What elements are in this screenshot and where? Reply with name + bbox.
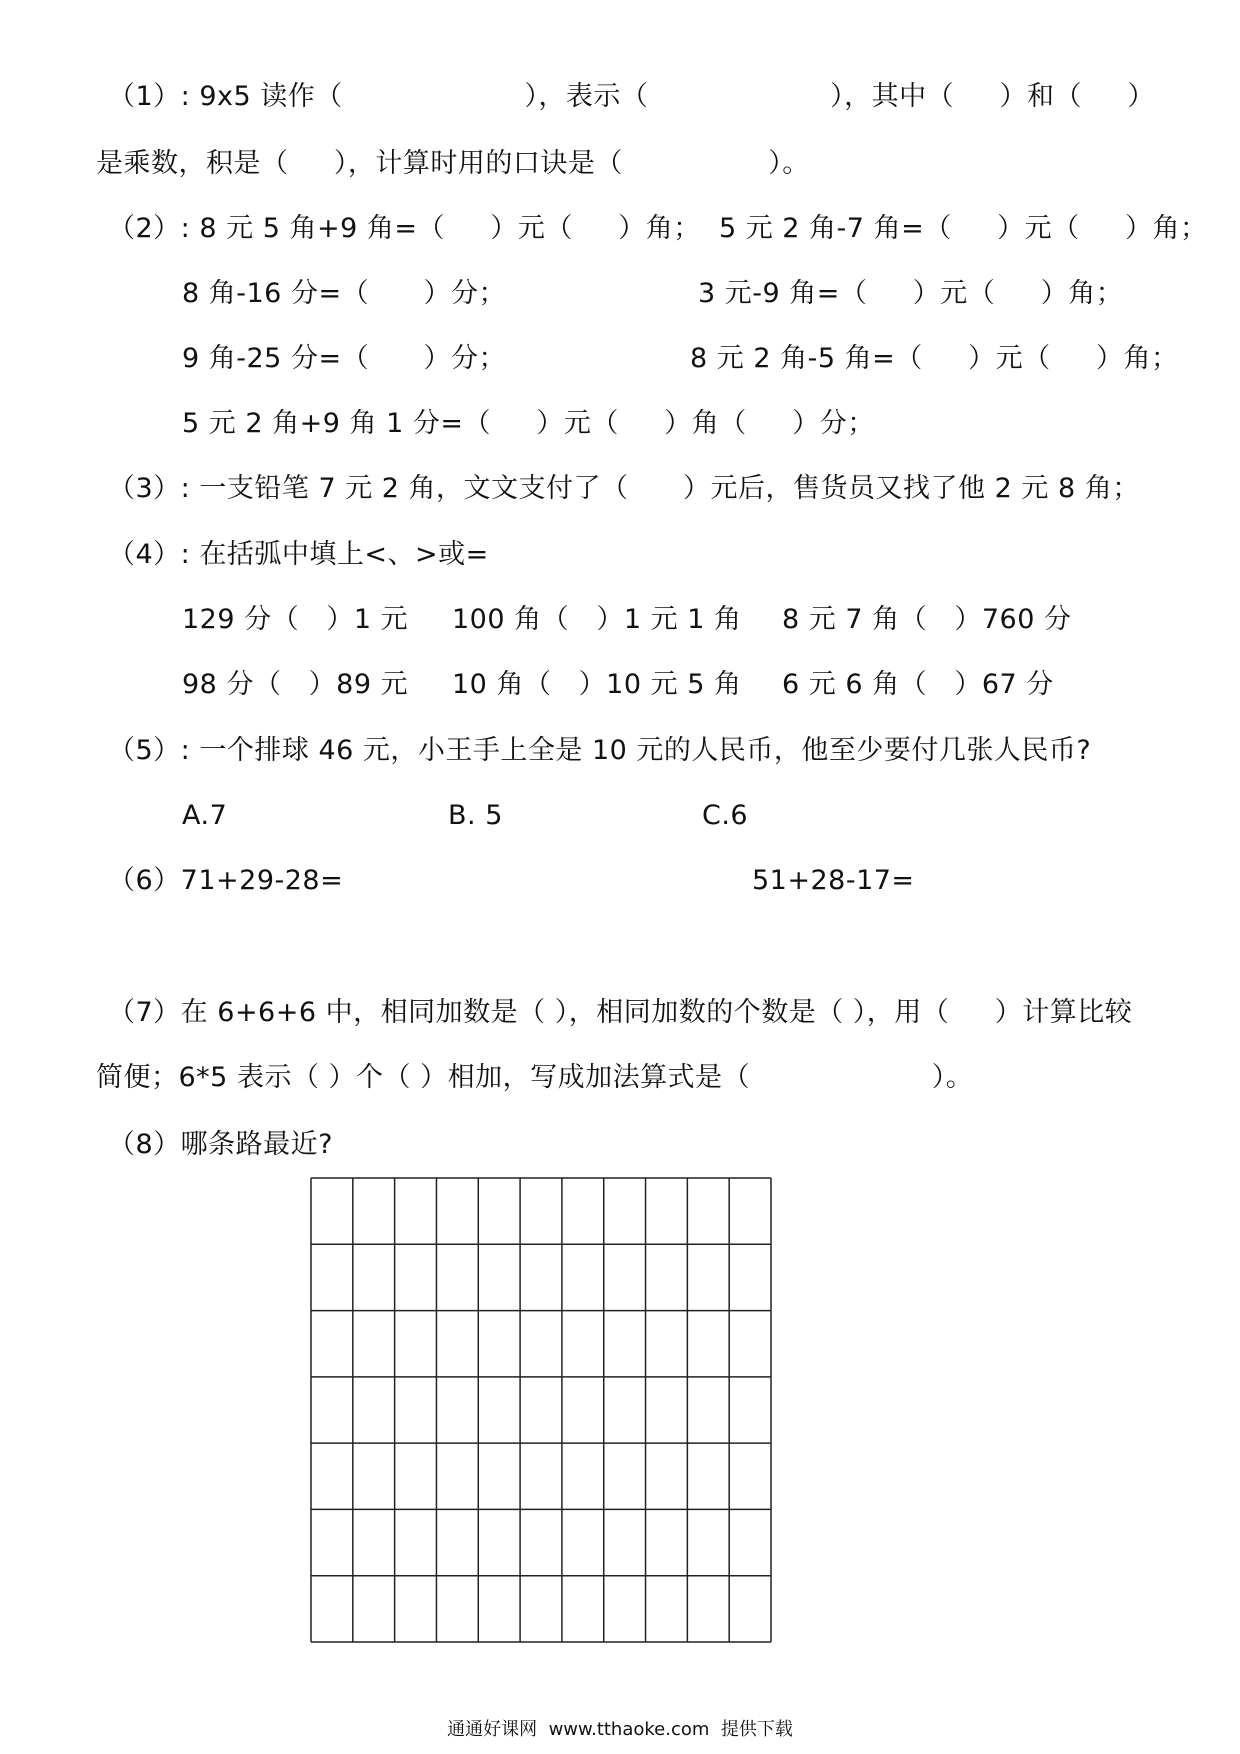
q4-row2-b: 10 角（ ）10 元 5 角: [452, 669, 742, 700]
route-grid: [310, 1177, 772, 1643]
q2-line2b: 3 元-9 角=（ ）元（ ）角；: [698, 278, 1124, 309]
q5-option-c: C.6: [702, 800, 749, 831]
q7-line1: （7）在 6+6+6 中，相同加数是（ ），相同加数的个数是（ ），用（ ）计算比较: [108, 997, 1133, 1028]
q4-row1-b: 100 角（ ）1 元 1 角: [452, 604, 742, 635]
q5-option-a: A.7: [182, 800, 228, 831]
q6-expression-b: 51+28-17=: [752, 865, 915, 896]
q8-line1: （8）哪条路最近?: [108, 1129, 334, 1160]
q4-row2-c: 6 元 6 角（ ）67 分: [782, 669, 1054, 700]
q2-line3b: 8 元 2 角-5 角=（ ）元（ ）角；: [690, 343, 1179, 374]
q2-line2a: 8 角-16 分=（ ）分；: [182, 278, 507, 309]
q4-row1-c: 8 元 7 角（ ）760 分: [782, 604, 1072, 635]
q1-line1: （1）: 9x5 读作（ ），表示（ ），其中（ ）和（ ）: [108, 81, 1155, 112]
q2-line1: （2）: 8 元 5 角+9 角=（ ）元（ ）角； 5 元 2 角-7 角=（ ）元（ ）角；: [108, 213, 1208, 244]
q1-line2: 是乘数，积是（ ），计算时用的口诀是（ ）。: [96, 148, 810, 179]
q6-expression-a: （6）71+29-28=: [108, 865, 344, 896]
q5-line1: （5）: 一个排球 46 元，小王手上全是 10 元的人民币，他至少要付几张人民币?: [108, 735, 1092, 766]
footer-source: 通通好课网 www.tthaoke.com 提供下载: [447, 1719, 793, 1740]
q3-line1: （3）: 一支铅笔 7 元 2 角，文文支付了（ ）元后，售货员又找了他 2 元 8 角；: [108, 473, 1140, 504]
q2-line4: 5 元 2 角+9 角 1 分=（ ）元（ ）角（ ）分；: [182, 408, 875, 439]
q4-line1: （4）: 在括弧中填上<、>或=: [108, 539, 489, 570]
q2-line3a: 9 角-25 分=（ ）分；: [182, 343, 507, 374]
q4-row1-a: 129 分（ ）1 元: [182, 604, 409, 635]
q7-line2: 简便；6*5 表示（ ）个（ ）相加，写成加法算式是（ ）。: [96, 1062, 974, 1093]
q5-option-b: B. 5: [448, 800, 503, 831]
q4-row2-a: 98 分（ ）89 元: [182, 669, 409, 700]
